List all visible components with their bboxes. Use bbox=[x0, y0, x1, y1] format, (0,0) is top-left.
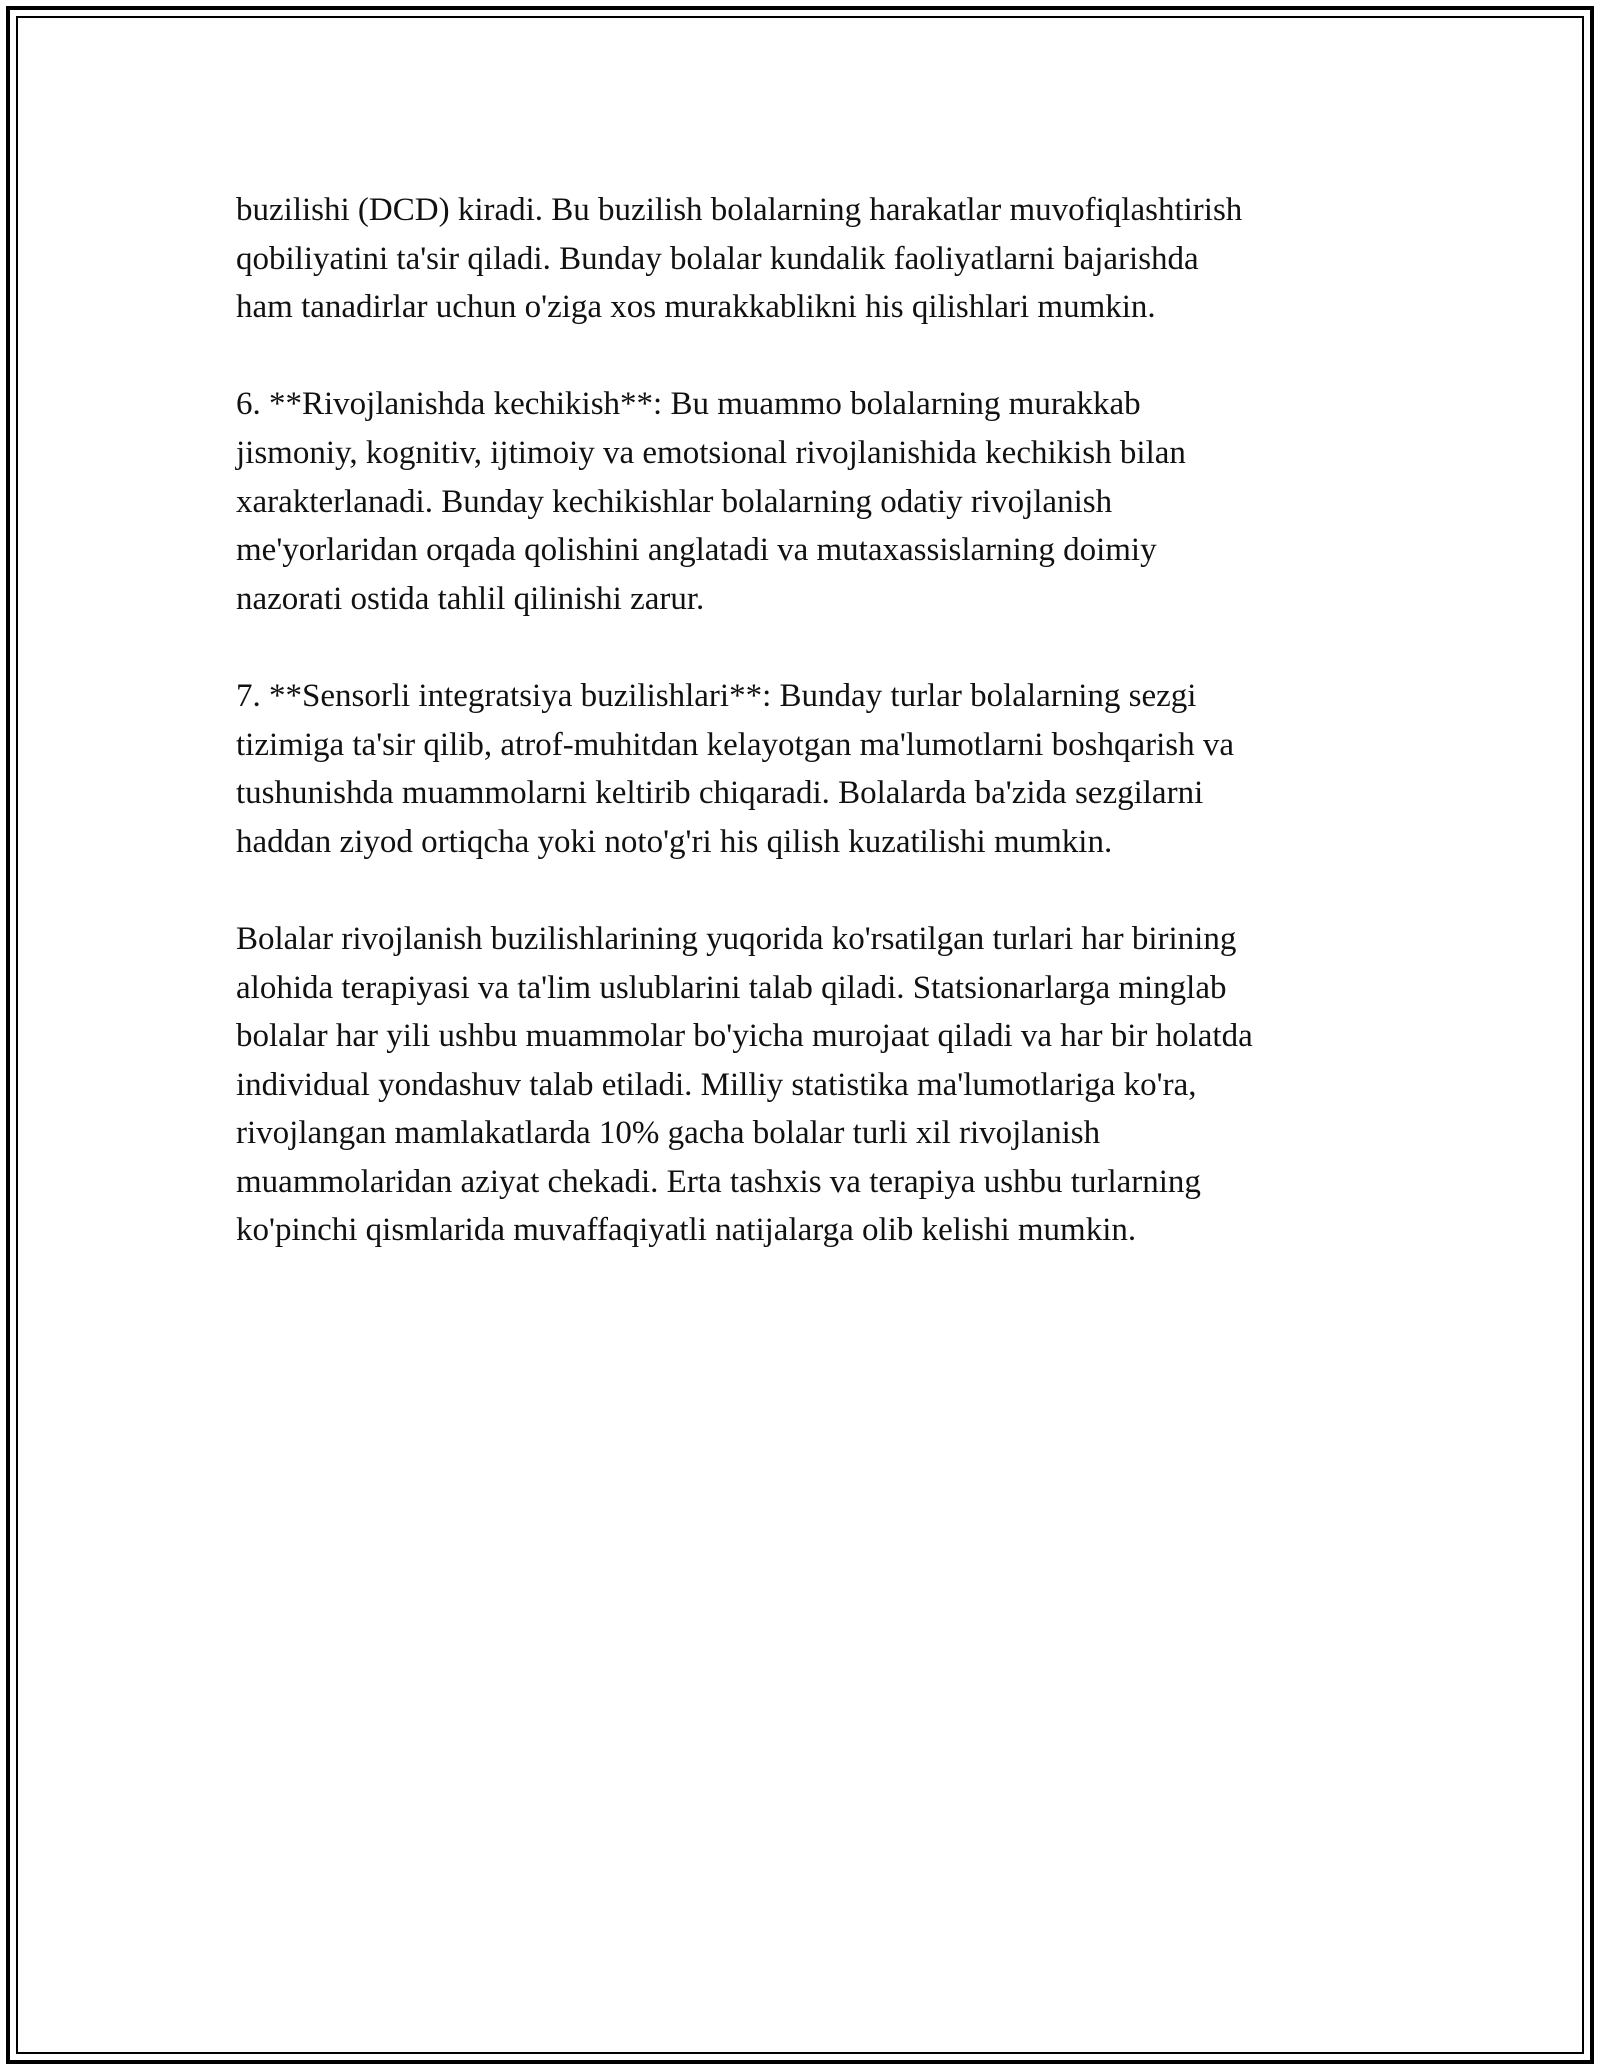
paragraph-conclusion: Bolalar rivojlanish buzilishlarining yuqorida ko'rsatilgan turlari har birining alohida terapiyasi va ta'lim uslublarini talab qiladi. Statsionarlarga minglab bolalar har yili ushbu muammolar bo'yicha murojaat qiladi va har bir holatda individual yondashuv talab etiladi. Milliy statistika ma'lumotlariga ko'ra, rivojlangan mamlakatlarda 10% gacha bolalar turli xil rivojlanish muammolaridan aziyat chekadi. Erta tashxis va terapiya ushbu turlarning ko'pinchi qismlarida muvaffaqiyatli natijalarga olib kelishi mumkin. bbox=[236, 920, 1253, 1249]
document-body bbox=[236, 186, 1376, 1304]
paragraph-dcd-continuation: buzilishi (DCD) kiradi. Bu buzilish bolalarning harakatlar muvofiqlashtirish qobiliyatini ta'sir qiladi. Bunday bolalar kundalik faoliyatlarni bajarishda ham tanadirlar uchun o'ziga xos murakkablikni his qilishlari mumkin. bbox=[236, 192, 1243, 326]
paragraph-sensory-integration: 7. **Sensorli integratsiya buzilishlari**: Bunday turlar bolalarning sezgi tizimiga ta'sir qilib, atrof-muhitdan kelayotgan ma'lumotlarni boshqarish va tushunishda muammolarni keltirib chiqaradi. Bolalarda ba'zida sezgilarni haddan ziyod ortiqcha yoki noto'g'ri his qilish kuzatilishi mumkin. bbox=[236, 677, 1234, 860]
paragraph-developmental-delay: 6. **Rivojlanishda kechikish**: Bu muammo bolalarning murakkab jismoniy, kognitiv, ijtimoiy va emotsional rivojlanishida kechikish bilan xarakterlanadi. Bunday kechikishlar bolalarning odatiy rivojlanish me'yorlaridan orqada qolishini anglatadi va mutaxassislarning doimiy nazorati ostida tahlil qilinishi zarur. bbox=[236, 386, 1186, 617]
